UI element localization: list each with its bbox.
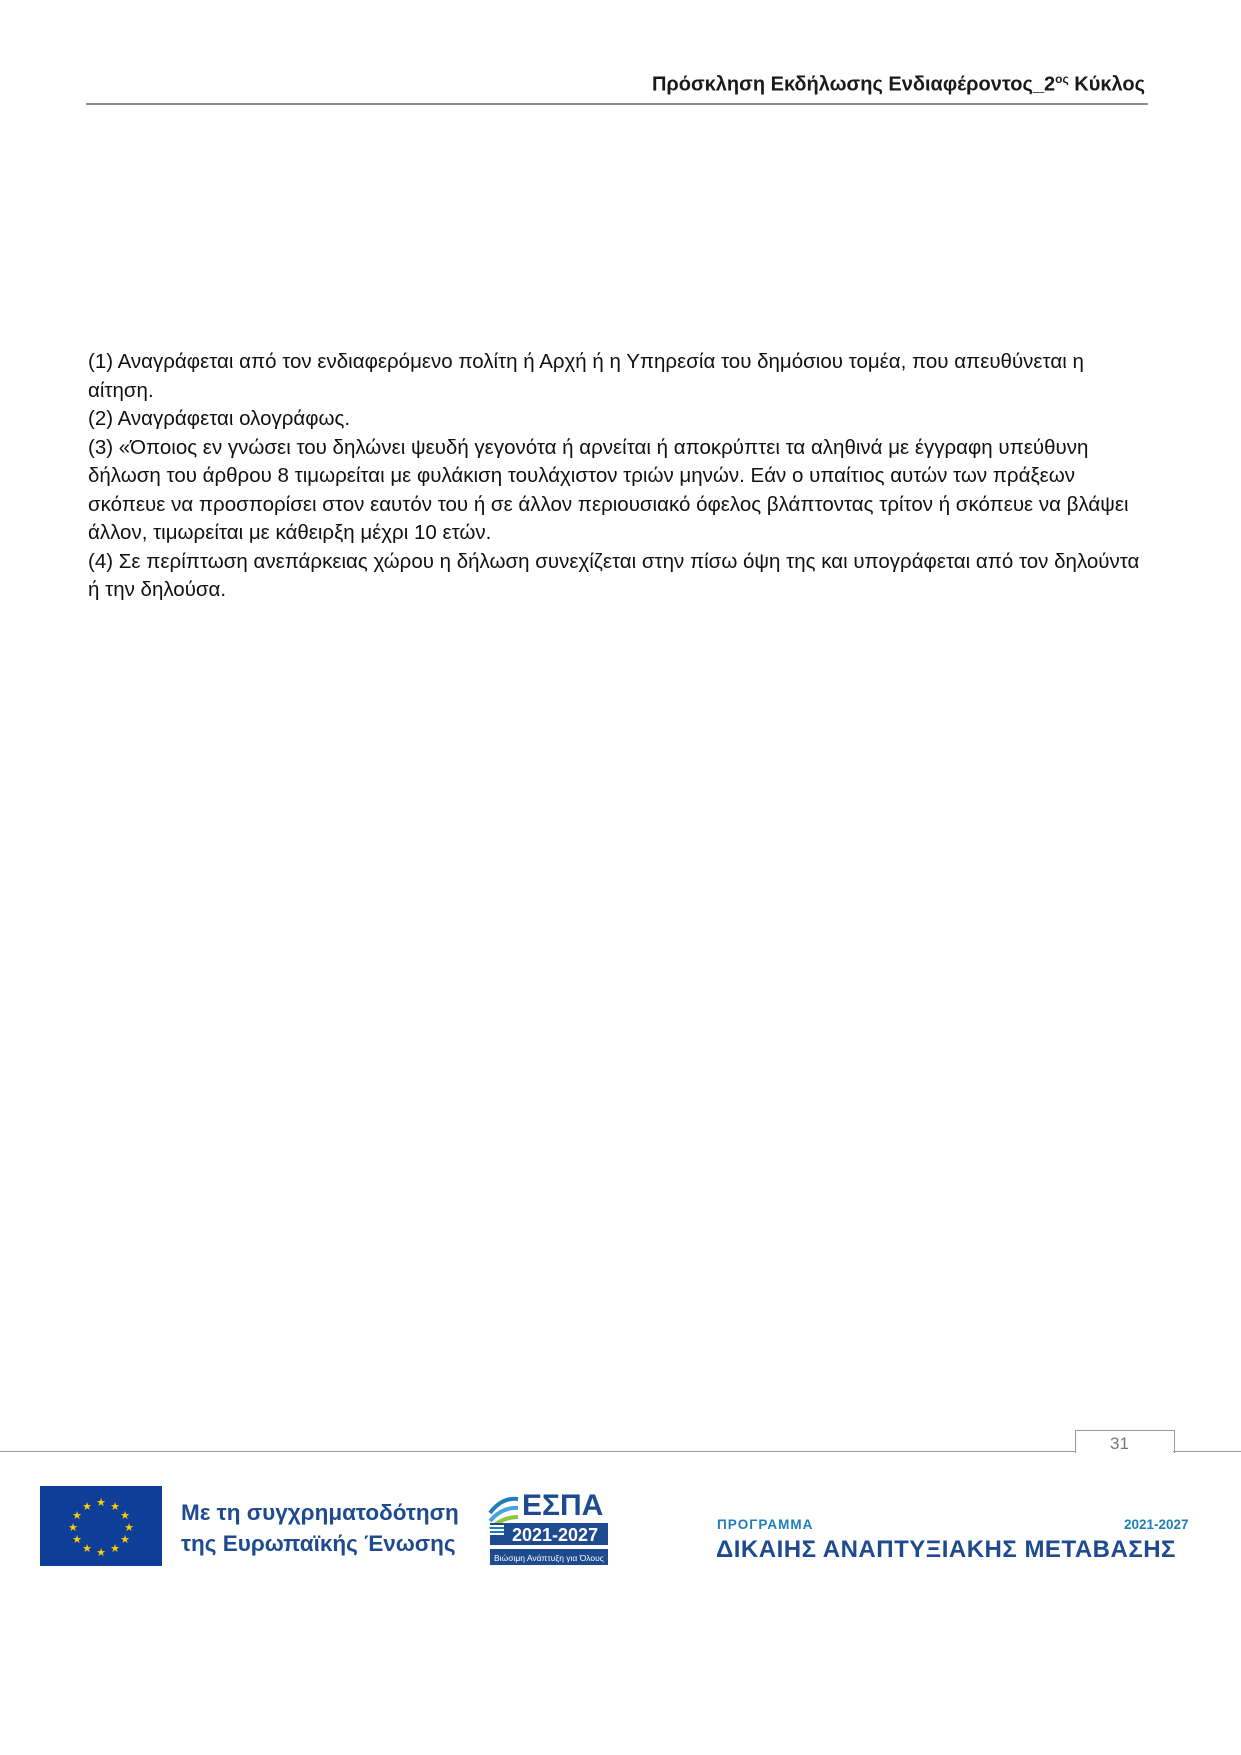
svg-text:★: ★ (120, 1533, 130, 1546)
footer-divider-right (1173, 1451, 1241, 1452)
svg-text:★: ★ (96, 1546, 106, 1559)
page-number: 31 (1110, 1434, 1129, 1453)
eu-flag-icon (40, 1486, 162, 1566)
svg-text:★: ★ (110, 1542, 120, 1555)
footnote-1: (1) Αναγράφεται από τον ενδιαφερόμενο πολίτη ή Αρχή ή η Υπηρεσία του δημόσιου τομέα, που απευθύνεται η αίτηση. (88, 350, 1084, 402)
footnote-4: (4) Σε περίπτωση ανεπάρκειας χώρου η δήλωση συνεχίζεται στην πίσω όψη της και υπογράφεται από τον δηλούντα ή την δηλούσα. (88, 549, 1140, 601)
header-title-main: Πρόσκληση Εκδήλωσης Ενδιαφέροντος_2 (651, 73, 1056, 96)
svg-text:★: ★ (110, 1500, 120, 1513)
svg-text:★: ★ (82, 1500, 92, 1513)
footnote-2: (2) Αναγράφεται ολογράφως. (88, 407, 351, 430)
footnotes-block (88, 348, 1148, 605)
header-title-superscript: ος (1055, 72, 1069, 86)
eu-text-line-2: της Ευρωπαϊκής Ένωσης (181, 1531, 456, 1556)
program-name: ΔΙΚΑΙΗΣ ΑΝΑΠΤΥΞΙΑΚΗΣ ΜΕΤΑΒΑΣΗΣ (716, 1536, 1176, 1563)
program-label: ΠΡΟΓΡΑΜΜΑ (717, 1517, 814, 1532)
eu-text-line-1: Με τη συγχρηματοδότηση (181, 1500, 459, 1525)
program-years: 2021-2027 (1124, 1517, 1189, 1532)
svg-text:★: ★ (72, 1533, 82, 1546)
footnote-3: (3) «Όποιος εν γνώσει του δηλώνει ψευδή γεγονότα ή αρνείται ή αποκρύπτει τα αληθινά με έγγραφη υπεύθυνη δήλωση του άρθρου 8 τιμωρείται με φυλάκιση τουλάχιστον τριών μηνών. Εάν ο υπαίτιος αυτών των πράξεων σκόπευε να προσπορίσει στον εαυτόν του ή σε άλλον περιουσιακό όφελος βλάπτοντας τρίτον ή σκόπευε να βλάψει άλλον, τιμωρείται με κάθειρξη μέχρι 10 ετών. (88, 435, 1129, 544)
espa-years: 2021-2027 (512, 1525, 599, 1545)
espa-logo (488, 1483, 612, 1569)
svg-text:★: ★ (82, 1542, 92, 1555)
eu-cofunding-text (181, 1497, 459, 1559)
svg-text:★: ★ (72, 1509, 82, 1522)
svg-text:★: ★ (124, 1521, 134, 1534)
footer-divider-left (0, 1451, 1075, 1452)
header-title-end: Κύκλος (1068, 73, 1145, 96)
header-divider (86, 103, 1148, 105)
svg-text:★: ★ (120, 1509, 130, 1522)
svg-text:★: ★ (96, 1496, 106, 1509)
document-header-title (652, 72, 1145, 97)
espa-tagline: Βιώσιμη Ανάπτυξη για Όλους (494, 1553, 604, 1563)
svg-text:★: ★ (68, 1521, 78, 1534)
espa-title: ΕΣΠΑ (522, 1489, 604, 1522)
